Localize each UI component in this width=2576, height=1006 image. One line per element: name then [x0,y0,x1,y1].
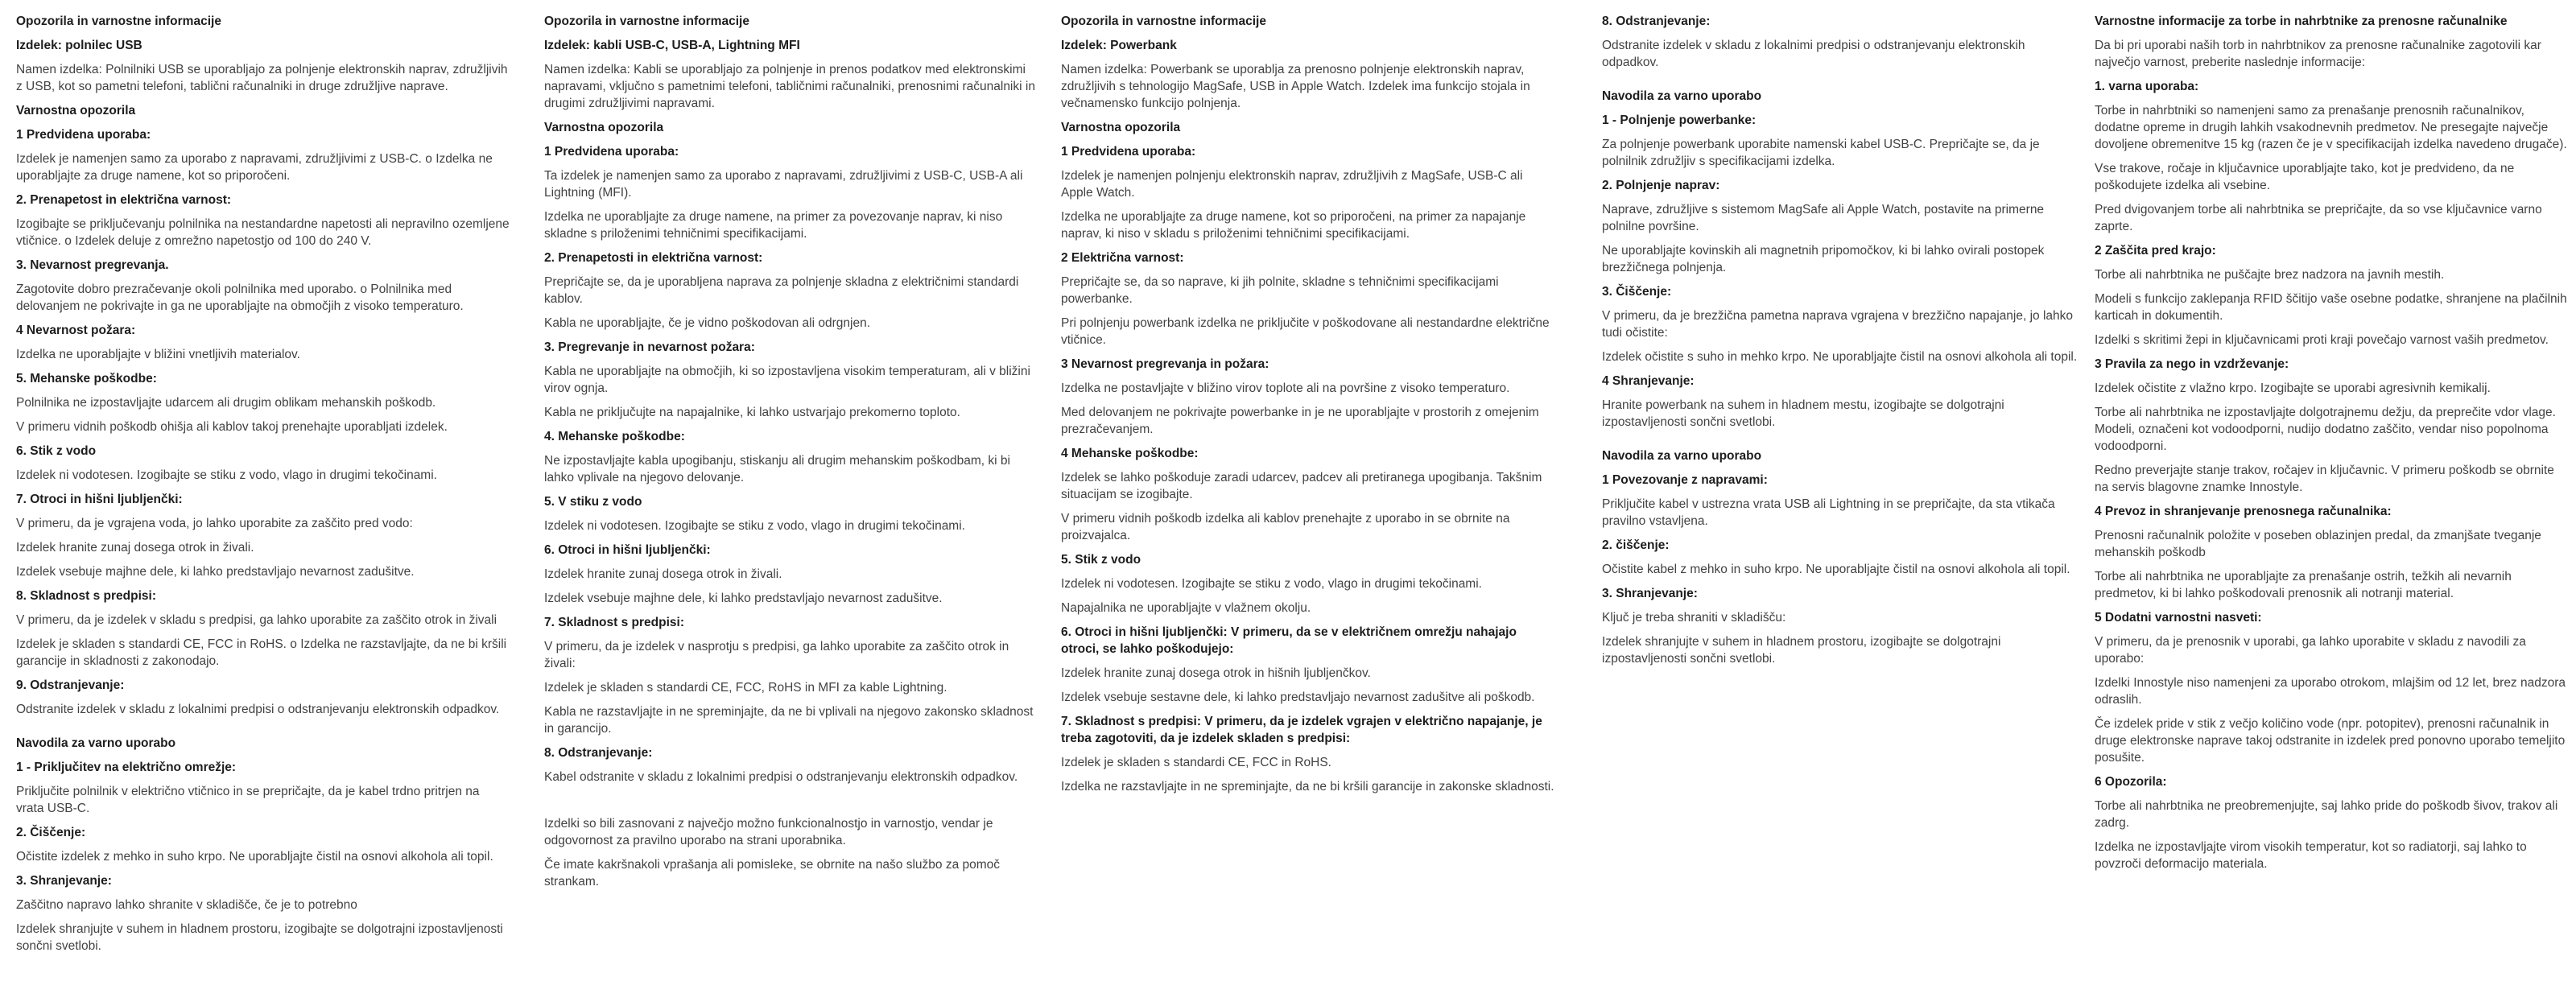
paragraph: V primeru vidnih poškodb izdelka ali kablov prenehajte z uporabo in se obrnite na proizvajalca. [1061,512,1510,542]
section-heading: 5. Mehanske poškodbe: [16,372,157,385]
paragraph: Odstranite izdelek v skladu z lokalnimi predpisi o odstranjevanju elektronskih odpadkov. [1602,39,2025,69]
paragraph: Hranite powerbank na suhem in hladnem mestu, izogibajte se dolgotrajni izpostavljenosti sončni svetlobi. [1602,398,2004,429]
section-heading: Navodila za varno uporabo [1602,89,1762,103]
section-heading: Opozorila in varnostne informacije [1061,14,1266,28]
paragraph: Ne uporabljajte kovinskih ali magnetnih pripomočkov, ki bi lahko ovirali postopek brezžičnega polnjenja. [1602,244,2045,274]
paragraph: Zaščitno napravo lahko shranite v skladišče, če je to potrebno [16,898,357,912]
paragraph: V primeru, da je brezžična pametna naprava vgrajena v brezžično napajanje, jo lahko tudi očistite: [1602,309,2074,340]
paragraph: Da bi pri uporabi naših torb in nahrbtnikov za prenosne računalnike zagotovili kar največjo varnost, preberite naslednje informacije: [2095,39,2541,69]
section-heading: Izdelek: polnilec USB [16,39,142,52]
section-heading: Navodila za varno uporabo [16,736,176,750]
section-heading: 5. Stik z vodo [1061,553,1141,567]
paragraph: Izdelek očistite z vlažno krpo. Izogibajte se uporabi agresivnih kemikalij. [2095,381,2491,395]
paragraph: Izdelek vsebuje sestavne dele, ki lahko predstavljajo nevarnost zadušitve ali poškodb. [1061,691,1535,704]
paragraph: Očistite izdelek z mehko in suho krpo. Ne uporabljajte čistil na osnovi alkohola ali topil. [16,850,493,864]
section-heading: 6. Otroci in hišni ljubljenčki: V primeru, da se v električnem omrežju nahajajo otroci, se lahko poškodujejo: [1061,625,1517,656]
paragraph: Ta izdelek je namenjen samo za uporabo z napravami, združljivimi z USB-C, USB-A ali Lightning (MFI). [544,169,1023,200]
paragraph: Izdelka ne uporabljajte v bližini vnetljivih materialov. [16,348,300,361]
section-heading: 8. Skladnost s predpisi: [16,589,156,603]
paragraph: Izdelek je skladen s standardi CE, FCC, RoHS in MFI za kable Lightning. [544,681,947,695]
section-heading: 4. Mehanske poškodbe: [544,430,685,443]
paragraph: Izdelek hranite zunaj dosega otrok in živali. [16,541,254,555]
section-heading: 4 Mehanske poškodbe: [1061,447,1199,460]
column-laptop-bags-safety [2095,13,2570,880]
paragraph: Očistite kabel z mehko in suho krpo. Ne uporabljajte čistil na osnovi alkohola ali topil. [1602,563,2070,576]
section-heading: 2. Čiščenje: [16,826,86,839]
paragraph: Izdelek ni vodotesen. Izogibajte se stiku z vodo, vlago in drugimi tekočinami. [16,468,437,482]
section-heading: Opozorila in varnostne informacije [16,14,221,28]
section-heading: Opozorila in varnostne informacije [544,14,749,28]
section-heading: Varnostna opozorila [544,121,664,134]
section-heading: 1 - Priključitev na električno omrežje: [16,761,237,774]
paragraph: Izdelki so bili zasnovani z največjo možno funkcionalnostjo in varnostjo, vendar je odgovornost za pravilno uporabo na strani uporabnika. [544,817,993,847]
section-heading: 2 Zaščita pred krajo: [2095,244,2216,258]
section-heading: 7. Otroci in hišni ljubljenčki: [16,493,183,506]
paragraph: Vse trakove, ročaje in ključavnice uporabljajte tako, kot je predvideno, da ne poškodujete izdelka ali vsebine. [2095,162,2515,192]
paragraph: V primeru, da je prenosnik v uporabi, ga lahko uporabite v skladu z navodili za uporabo: [2095,635,2526,666]
paragraph: Izdelek je namenjen polnjenju elektronskih naprav, združljivih z MagSafe, USB-C ali Apple Watch. [1061,169,1523,200]
section-heading: 1 Predvidena uporaba: [16,128,151,142]
paragraph: Izdelki Innostyle niso namenjeni za uporabo otrokom, mlajšim od 12 let, brez nadzora odraslih. [2095,676,2566,707]
paragraph: Kabla ne priključujte na napajalnike, ki lahko ustvarjajo prekomerno toploto. [544,406,960,419]
paragraph: Izdelek je skladen s standardi CE, FCC in RoHS. [1061,756,1331,769]
section-gap [16,725,510,735]
paragraph: Če izdelek pride v stik z večjo količino vode (npr. potopitev), prenosni računalnik in druge elektronske naprave takoj odstranite in izdelek pred ponovno uporabo temeljito posušite. [2095,717,2566,765]
paragraph: Prepričajte se, da je uporabljena naprava za polnjenje skladna z električnimi standardi kablov. [544,275,1019,306]
section-heading: 3 Pravila za nego in vzdrževanje: [2095,357,2289,371]
paragraph: Napajalnika ne uporabljajte v vlažnem okolju. [1061,601,1311,615]
paragraph: Izdelek hranite zunaj dosega otrok in živali. [544,567,782,581]
paragraph: Namen izdelka: Kabli se uporabljajo za polnjenje in prenos podatkov med elektronskimi napravami, vključno s pametnimi telefoni, tabličnimi računalniki, prenosnimi računalniki in drugimi združljivimi napravami. [544,63,1035,110]
paragraph: V primeru, da je izdelek v skladu s predpisi, ga lahko uporabite za zaščito otrok in živali [16,613,497,627]
paragraph: Izdelek shranjujte v suhem in hladnem prostoru, izogibajte se dolgotrajni izpostavljenosti sončni svetlobi. [1602,635,2001,666]
section-heading: 4 Nevarnost požara: [16,324,136,337]
paragraph: Namen izdelka: Polnilniki USB se uporabljajo za polnjenje elektronskih naprav, združljivih z USB, kot so pametni telefoni, tablični računalniki in druge združljive naprave. [16,63,508,93]
paragraph: Izdelka ne uporabljajte za druge namene, kot so priporočeni, na primer za napajanje naprav, ki niso v skladu s priloženimi tehničnimi specifikacijami. [1061,210,1526,241]
section-heading: 6 Opozorila: [2095,775,2167,789]
paragraph: Priključite polnilnik v električno vtičnico in se prepričajte, da je kabel trdno pritrjen na vrata USB-C. [16,785,480,815]
paragraph: Ključ je treba shraniti v skladišču: [1602,611,1786,625]
paragraph: Izdelek je skladen s standardi CE, FCC in RoHS. o Izdelka ne razstavljajte, da ne bi kršili garancije in skladnosti z zakonodajo. [16,637,507,668]
section-heading: Izdelek: Powerbank [1061,39,1177,52]
section-heading: 1 Predvidena uporaba: [1061,145,1196,159]
paragraph: V primeru, da je vgrajena voda, jo lahko uporabite za zaščito pred vodo: [16,517,413,530]
section-heading: 1 Predvidena uporaba: [544,145,679,159]
paragraph: Ne izpostavljajte kabla upogibanju, stiskanju ali drugim mehanskim poškodbam, ki bi lahko vplivale na njegovo delovanje. [544,454,1010,484]
paragraph: Kabla ne uporabljajte na območjih, ki so izpostavljena visokim temperaturam, ali v bližini virov ognja. [544,365,1030,395]
section-heading: 1. varna uporaba: [2095,80,2199,93]
paragraph: V primeru, da je izdelek v nasprotju s predpisi, ga lahko uporabite za zaščito otrok in živali: [544,640,1009,670]
paragraph: Odstranite izdelek v skladu z lokalnimi predpisi o odstranjevanju elektronskih odpadkov. [16,703,500,716]
section-heading: 2. čiščenje: [1602,538,1670,552]
section-heading: 9. Odstranjevanje: [16,678,125,692]
section-heading: 8. Odstranjevanje: [1602,14,1711,28]
section-heading: 3. Shranjevanje: [16,874,112,888]
paragraph: Izdelek ni vodotesen. Izogibajte se stiku z vodo, vlago in drugimi tekočinami. [544,519,965,533]
paragraph: Izogibajte se priključevanju polnilnika na nestandardne napetosti ali nepravilno ozemljene vtičnice. o Izdelek deluje z omrežno napetostjo od 100 do 240 V. [16,217,510,248]
section-gap [1602,438,2083,447]
column-usb-charger-safety [16,13,510,962]
column-powerbank-usage [1602,13,2083,674]
paragraph: Namen izdelka: Powerbank se uporablja za prenosno polnjenje elektronskih naprav, združljivih s tehnologijo MagSafe, USB in Apple Watch. Izdelek ima funkcijo stojala in večnamensko funkcijo polnjenja. [1061,63,1530,110]
section-heading: 3. Pregrevanje in nevarnost požara: [544,340,755,354]
paragraph: V primeru vidnih poškodb ohišja ali kablov takoj prenehajte uporabljati izdelek. [16,420,448,434]
paragraph: Med delovanjem ne pokrivajte powerbanke in je ne uporabljajte v prostorih z omejenim prezračevanjem. [1061,406,1539,436]
section-heading: 7. Skladnost s predpisi: V primeru, da je izdelek vgrajen v električno napajanje, je treba zagotoviti, da je izdelek skladen s predpisi: [1061,715,1542,745]
section-heading: 3. Shranjevanje: [1602,587,1698,600]
section-heading: 8. Odstranjevanje: [544,746,653,760]
section-heading: 3. Čiščenje: [1602,285,1672,299]
section-heading: 6. Otroci in hišni ljubljenčki: [544,543,711,557]
paragraph: Izdelka ne uporabljajte za druge namene, na primer za povezovanje naprav, ki niso skladne s priloženimi tehničnimi specifikacijami. [544,210,1003,241]
section-heading: Varnostne informacije za torbe in nahrbtnike za prenosne računalnike [2095,14,2508,28]
section-heading: 5 Dodatni varnostni nasveti: [2095,611,2262,625]
paragraph: Naprave, združljive s sistemom MagSafe ali Apple Watch, postavite na primerne polnilne površine. [1602,203,2045,233]
paragraph: Prenosni računalnik položite v poseben oblazinjen predal, da zmanjšate tveganje mehanskih poškodb [2095,529,2541,559]
paragraph: Pri polnjenju powerbank izdelka ne priključite v poškodovane ali nestandardne električne vtičnice. [1061,316,1550,347]
paragraph: Izdelka ne postavljajte v bližino virov toplote ali na površine z visoko temperaturo. [1061,381,1510,395]
paragraph: Modeli s funkcijo zaklepanja RFID ščitijo vaše osebne podatke, shranjene na plačilnih karticah in dokumentih. [2095,292,2567,323]
paragraph: Izdelki s skritimi žepi in ključavnicami proti kraji povečajo varnost vaših predmetov. [2095,333,2549,347]
paragraph: Izdelka ne izpostavljajte virom visokih temperatur, kot so radiatorji, saj lahko to povzroči deformacijo materiala. [2095,840,2527,871]
paragraph: Redno preverjajte stanje trakov, ročajev in ključavnic. V primeru poškodb se obrnite na servis blagovne znamke Innostyle. [2095,464,2554,494]
section-heading: 1 Povezovanje z napravami: [1602,473,1768,487]
paragraph: Izdelek očistite s suho in mehko krpo. Ne uporabljajte čistil na osnovi alkohola ali topil. [1602,350,2078,364]
section-gap [1602,78,2083,88]
section-heading: 3. Nevarnost pregrevanja. [16,258,169,272]
paragraph: Izdelek vsebuje majhne dele, ki lahko predstavljajo nevarnost zadušitve. [544,592,943,605]
paragraph: Torbe ali nahrbtnika ne preobremenjujte, saj lahko pride do poškodb šivov, trakov ali zadrg. [2095,799,2558,830]
section-heading: 7. Skladnost s predpisi: [544,616,684,629]
section-heading: 1 - Polnjenje powerbanke: [1602,113,1757,127]
section-heading: 2. Polnjenje naprav: [1602,179,1720,192]
paragraph: Izdelka ne razstavljajte in ne spreminjajte, da ne bi kršili garancije in zakonske skladnosti. [1061,780,1554,794]
paragraph: Torbe ali nahrbtnika ne izpostavljajte dolgotrajnemu dežju, da preprečite vdor vlage. Modeli, označeni kot vodoodporni, nudijo dodatno zaščito, vendar niso popolnoma vodoodporni. [2095,406,2556,453]
section-heading: Varnostna opozorila [1061,121,1181,134]
section-heading: Navodila za varno uporabo [1602,449,1762,463]
paragraph: Kabla ne razstavljajte in ne spreminjajte, da ne bi vplivali na njegovo zakonsko skladnost in garancijo. [544,705,1034,736]
paragraph: Priključite kabel v ustrezna vrata USB ali Lightning in se prepričajte, da sta vtikača pravilno vstavljena. [1602,497,2055,528]
paragraph: Prepričajte se, da so naprave, ki jih polnite, skladne s tehničnimi specifikacijami powerbanke. [1061,275,1499,306]
paragraph: Kabla ne uporabljajte, če je vidno poškodovan ali odrgnjen. [544,316,871,330]
section-heading: 4 Shranjevanje: [1602,374,1695,388]
paragraph: Za polnjenje powerbank uporabite namenski kabel USB-C. Prepričajte se, da je polnilnik združljiv s specifikacijami izdelka. [1602,138,2040,168]
column-powerbank-safety [1061,13,1556,802]
section-heading: 6. Stik z vodo [16,444,97,458]
paragraph: Izdelek hranite zunaj dosega otrok in hišnih ljubljenčkov. [1061,666,1371,680]
column-usb-cables-safety [544,13,1041,897]
paragraph: Kabel odstranite v skladu z lokalnimi predpisi o odstranjevanju elektronskih odpadkov. [544,770,1018,784]
section-heading: 3 Nevarnost pregrevanja in požara: [1061,357,1269,371]
section-gap [544,793,1041,815]
paragraph: Izdelek je namenjen samo za uporabo z napravami, združljivimi z USB-C. o Izdelka ne uporabljajte za druge namene, kot so priporočeni. [16,152,493,183]
paragraph: Če imate kakršnakoli vprašanja ali pomisleke, se obrnite na našo službo za pomoč strankam. [544,858,1001,888]
section-heading: 2 Električna varnost: [1061,251,1184,265]
section-heading: Izdelek: kabli USB-C, USB-A, Lightning MFI [544,39,800,52]
section-heading: 5. V stiku z vodo [544,495,642,509]
paragraph: Izdelek shranjujte v suhem in hladnem prostoru, izogibajte se dolgotrajni izpostavljenosti sončni svetlobi. [16,922,503,953]
paragraph: Torbe ali nahrbtnika ne puščajte brez nadzora na javnih mestih. [2095,268,2445,282]
section-heading: 2. Prenapetost in električna varnost: [16,193,232,207]
paragraph: Izdelek ni vodotesen. Izogibajte se stiku z vodo, vlago in drugimi tekočinami. [1061,577,1482,591]
paragraph: Zagotovite dobro prezračevanje okoli polnilnika med uporabo. o Polnilnika med delovanjem ne pokrivajte in ga ne uporabljajte na območjih z visoko temperaturo. [16,282,464,313]
paragraph: Polnilnika ne izpostavljajte udarcem ali drugim oblikam mehanskih poškodb. [16,396,436,410]
paragraph: Torbe ali nahrbtnika ne uporabljajte za prenašanje ostrih, težkih ali nevarnih predmetov, ki bi lahko poškodovali prenosnik ali notranji material. [2095,570,2512,600]
paragraph: Izdelek vsebuje majhne dele, ki lahko predstavljajo nevarnost zadušitve. [16,565,415,579]
section-heading: 4 Prevoz in shranjevanje prenosnega računalnika: [2095,505,2392,518]
section-heading: 2. Prenapetosti in električna varnost: [544,251,763,265]
paragraph: Izdelek se lahko poškoduje zaradi udarcev, padcev ali pretiranega upogibanja. Takšnim situacijam se izogibajte. [1061,471,1542,501]
section-heading: Varnostna opozorila [16,104,136,118]
paragraph: Torbe in nahrbtniki so namenjeni samo za prenašanje prenosnih računalnikov, dodatne opreme in drugih lahkih vsakodnevnih predmetov. Ne presegajte največje dovoljene obremenitve 15 kg (razen če je v specifikacijah izdelka navedeno drugače). [2095,104,2567,151]
paragraph: Pred dvigovanjem torbe ali nahrbtnika se prepričajte, da so vse ključavnice varno zaprte. [2095,203,2542,233]
